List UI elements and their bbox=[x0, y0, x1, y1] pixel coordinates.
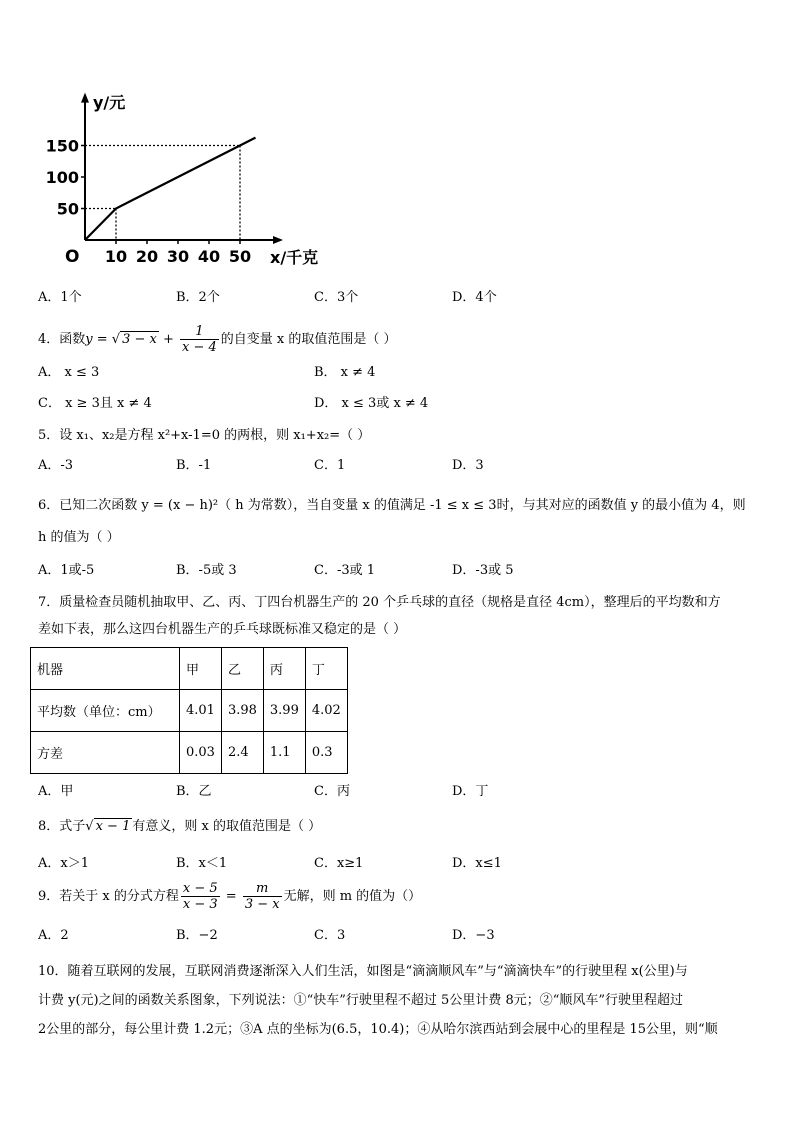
q9-f2-num: m bbox=[256, 881, 269, 896]
x-tick-label: 20 bbox=[135, 247, 159, 266]
q8-option-a[interactable]: A．x＞1 bbox=[38, 856, 89, 871]
table-cell: 平均数（单位：cm） bbox=[31, 690, 180, 732]
q8-option-b[interactable]: B．x＜1 bbox=[176, 856, 228, 871]
table-cell: 1.1 bbox=[263, 732, 305, 774]
q9-f2-den: 3 − x bbox=[244, 897, 280, 912]
q4-radicand: 3 − x bbox=[122, 332, 157, 347]
q6-stem-line1: 6．已知二次函数 y = (x − h)²（ h 为常数），当自变量 x 的值满足 -1 ≤ x ≤ 3时，与其对应的函数值 y 的最小值为 4，则 bbox=[38, 498, 746, 513]
q9-fraction-left bbox=[181, 881, 220, 912]
q9-prefix: 9．若关于 x 的分式方程 bbox=[38, 889, 179, 904]
q5-option-b[interactable]: B．-1 bbox=[176, 458, 212, 473]
q5-option-a[interactable]: A．-3 bbox=[38, 458, 74, 473]
q10-stem-line1: 10．随着互联网的发展，互联网消费逐渐深入人们生活，如图是“滴滴顺风车”与“滴滴快车”的行驶里程 x(公里)与 bbox=[38, 964, 688, 979]
table-cell: 甲 bbox=[180, 648, 222, 690]
y-axis-label: y/元 bbox=[93, 93, 126, 112]
q4-option-a[interactable]: A． x ≤ 3 bbox=[38, 365, 100, 380]
q7-option-b[interactable]: B．乙 bbox=[176, 784, 212, 799]
table-header-row bbox=[31, 648, 348, 690]
x-tick-label: 40 bbox=[197, 247, 221, 266]
q4-option-c[interactable]: C． x ≥ 3且 x ≠ 4 bbox=[38, 396, 152, 411]
q4-option-d[interactable]: D． x ≤ 3或 x ≠ 4 bbox=[314, 396, 429, 411]
q6-option-a[interactable]: A．1或-5 bbox=[38, 563, 95, 578]
q4-prefix: 4．函数 bbox=[38, 332, 86, 347]
q4-frac-num: 1 bbox=[195, 324, 204, 339]
table-cell: 3.98 bbox=[221, 690, 263, 732]
line-chart bbox=[45, 88, 325, 270]
q8-suffix: 有意义，则 x 的取值范围是（ ） bbox=[132, 819, 322, 834]
q7-option-d[interactable]: D．丁 bbox=[452, 784, 489, 799]
q9-equals: = bbox=[221, 889, 241, 904]
q8-option-c[interactable]: C．x≥1 bbox=[314, 856, 364, 871]
q9-suffix: 无解，则 m 的值为（） bbox=[283, 889, 422, 904]
q9-f1-num: x − 5 bbox=[182, 881, 218, 896]
table-cell: 4.02 bbox=[305, 690, 347, 732]
y-axis-arrow bbox=[81, 93, 89, 103]
q3-option-c[interactable]: C．3个 bbox=[314, 290, 359, 305]
table-cell: 0.3 bbox=[305, 732, 347, 774]
q6-stem-line2: h 的值为（ ） bbox=[38, 530, 120, 545]
q6-option-c[interactable]: C．-3或 1 bbox=[314, 563, 376, 578]
q6-option-d[interactable]: D．-3或 5 bbox=[452, 563, 514, 578]
table-cell: 丁 bbox=[305, 648, 347, 690]
q4-option-b[interactable]: B． x ≠ 4 bbox=[314, 365, 376, 380]
q3-option-a[interactable]: A．1个 bbox=[38, 290, 82, 305]
table-cell: 4.01 bbox=[180, 690, 222, 732]
q8-radicand: x − 1 bbox=[95, 819, 131, 834]
table-row bbox=[31, 690, 348, 732]
q8-option-d[interactable]: D．x≤1 bbox=[452, 856, 502, 871]
x-tick-label: 10 bbox=[104, 247, 128, 266]
q10-stem-line2: 计费 y(元)之间的函数关系图象，下列说法：①“快车”行驶里程不超过 5公里计费 8元；②“顺风车”行驶里程超过 bbox=[38, 993, 684, 1008]
q7-option-a[interactable]: A．甲 bbox=[38, 784, 74, 799]
q9-option-b[interactable]: B．−2 bbox=[176, 928, 218, 943]
q4-suffix: 的自变量 x 的取值范围是（ ） bbox=[220, 332, 397, 347]
q7-option-c[interactable]: C．丙 bbox=[314, 784, 350, 799]
q8-prefix: 8．式子 bbox=[38, 819, 86, 834]
table-cell: 机器 bbox=[31, 648, 180, 690]
table-cell: 丙 bbox=[263, 648, 305, 690]
q5-stem: 5．设 x₁、x₂是方程 x²+x-1=0 的两根，则 x₁+x₂=（ ） bbox=[38, 428, 371, 443]
q9-option-c[interactable]: C．3 bbox=[314, 928, 346, 943]
series-line bbox=[85, 138, 256, 240]
q9-f1-den: x − 3 bbox=[182, 897, 218, 912]
q4-y-eq: y = bbox=[85, 332, 112, 347]
q7-stem-line2: 差如下表，那么这四台机器生产的乒乓球既标准又稳定的是（ ） bbox=[38, 622, 407, 637]
x-tick-label: 50 bbox=[228, 247, 252, 266]
machine-stats-table bbox=[30, 647, 348, 774]
table-row bbox=[31, 732, 348, 774]
y-tick-label: 150 bbox=[45, 136, 79, 156]
origin-label: O bbox=[65, 247, 80, 267]
x-axis-arrow bbox=[273, 236, 283, 244]
q7-stem-line1: 7．质量检查员随机抽取甲、乙、丙、丁四台机器生产的 20 个乒乓球的直径（规格是直径 4cm），整理后的平均数和方 bbox=[38, 595, 721, 610]
q5-option-d[interactable]: D．3 bbox=[452, 458, 484, 473]
table-cell: 3.99 bbox=[263, 690, 305, 732]
q9-stem bbox=[38, 880, 421, 914]
q9-fraction-right bbox=[243, 881, 282, 912]
q4-stem: 4．函数y = √ 3 − x + $\frac{1}{x - 4}$ 的自变量 x 的取值范围是（ ） bbox=[38, 324, 397, 355]
q5-option-c[interactable]: C．1 bbox=[314, 458, 346, 473]
y-tick-label: 100 bbox=[45, 168, 79, 187]
q3-option-b[interactable]: B．2个 bbox=[176, 290, 220, 305]
q4-fraction bbox=[180, 324, 219, 355]
table-cell: 乙 bbox=[221, 648, 263, 690]
q4-frac-den: x − 4 bbox=[182, 340, 217, 355]
x-tick-label: 30 bbox=[166, 247, 190, 266]
table-cell: 2.4 bbox=[221, 732, 263, 774]
q4-plus: + bbox=[158, 332, 179, 347]
q3-option-d[interactable]: D．4个 bbox=[452, 290, 497, 305]
q10-stem-line3: 2公里的部分，每公里计费 1.2元；③A 点的坐标为(6.5，10.4)；④从哈尔滨西站到会展中心的里程是 15公里，则“顺 bbox=[38, 1022, 718, 1037]
table-cell: 方差 bbox=[31, 732, 180, 774]
table-cell: 0.03 bbox=[180, 732, 222, 774]
y-tick-label: 50 bbox=[56, 199, 79, 219]
q9-option-a[interactable]: A．2 bbox=[38, 928, 69, 943]
q6-option-b[interactable]: B．-5或 3 bbox=[176, 563, 237, 578]
x-axis-label: x/千克 bbox=[270, 248, 319, 267]
q9-option-d[interactable]: D．−3 bbox=[452, 928, 495, 943]
q8-stem: 8．式子√ x − 1 有意义，则 x 的取值范围是（ ） bbox=[38, 819, 322, 834]
